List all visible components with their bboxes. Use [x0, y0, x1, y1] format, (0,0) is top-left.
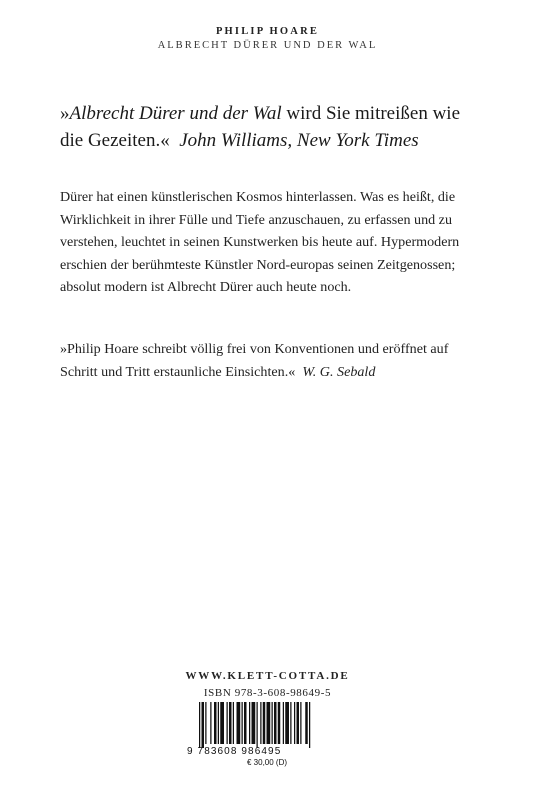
barcode-bar	[272, 702, 273, 744]
barcode-bar	[214, 702, 217, 744]
back-cover-header	[0, 26, 535, 51]
blurb-paragraph: Dürer hat einen künstlerischen Kosmos hinterlassen. Was es heißt, die Wirklichkeit in ihrer Fülle und Tiefe anzuschauen, zu erfassen und zu verstehen, leuchtet in seinen Kunstwerken bis heute auf. Hypermodern erschien der berühmteste Künstler Nord-europas seinen Zeitgenossen; absolut modern ist Albrecht Dürer auch heute noch.	[60, 189, 460, 296]
barcode-bar	[260, 702, 261, 744]
barcode-bars	[185, 702, 350, 748]
barcode	[185, 702, 350, 768]
lead-quote	[60, 100, 480, 154]
barcode-bar	[278, 702, 281, 744]
barcode-bar	[227, 702, 228, 744]
sebald-quote-attribution: W. G. Sebald	[302, 363, 376, 380]
barcode-bar	[199, 702, 200, 748]
price-label: € 30,00 (D)	[247, 758, 288, 767]
sebald-quote	[60, 338, 480, 383]
barcode-bar	[263, 702, 266, 744]
barcode-bar	[285, 702, 289, 744]
barcode-bar	[283, 702, 284, 744]
barcode-bar	[305, 702, 308, 744]
barcode-bar	[300, 702, 301, 744]
barcode-bar	[210, 702, 211, 744]
barcode-bar	[218, 702, 219, 744]
barcode-bar	[290, 702, 291, 744]
book-title: ALBRECHT DÜRER UND DER WAL	[157, 40, 378, 51]
barcode-bar	[220, 702, 224, 744]
barcode-bar	[252, 702, 256, 744]
barcode-bar	[202, 702, 205, 748]
author-name: PHILIP HOARE	[215, 26, 320, 37]
lead-quote-text: wird Sie mitreißen wie die Gezeiten.«	[60, 103, 461, 151]
barcode-bar	[233, 702, 234, 744]
barcode-bar	[267, 702, 271, 744]
barcode-bar	[242, 702, 243, 744]
isbn-number: ISBN 978-3-608-98649-5	[203, 687, 332, 699]
lead-quote-open-mark: »	[60, 103, 70, 124]
barcode-bar	[205, 702, 206, 744]
barcode-bar	[294, 702, 295, 744]
barcode-bar	[257, 702, 258, 748]
barcode-bar	[244, 702, 247, 744]
barcode-bar	[297, 702, 300, 744]
publisher-url: WWW.KLETT-COTTA.DE	[185, 670, 350, 682]
lead-quote-book-title: Albrecht Dürer und der Wal	[69, 103, 282, 124]
sebald-quote-text: »Philip Hoare schreibt völlig frei von Konventionen und eröffnet auf Schritt und Tritt erstaunliche Einsichten.«	[60, 341, 449, 380]
lead-quote-attribution: John Williams, New York Times	[179, 130, 419, 151]
barcode-bar	[237, 702, 241, 744]
barcode-bar	[274, 702, 277, 744]
barcode-bar	[229, 702, 232, 744]
barcode-digits: 9 783608 986495	[187, 746, 282, 757]
barcode-bar	[249, 702, 250, 744]
barcode-bar	[309, 702, 310, 748]
